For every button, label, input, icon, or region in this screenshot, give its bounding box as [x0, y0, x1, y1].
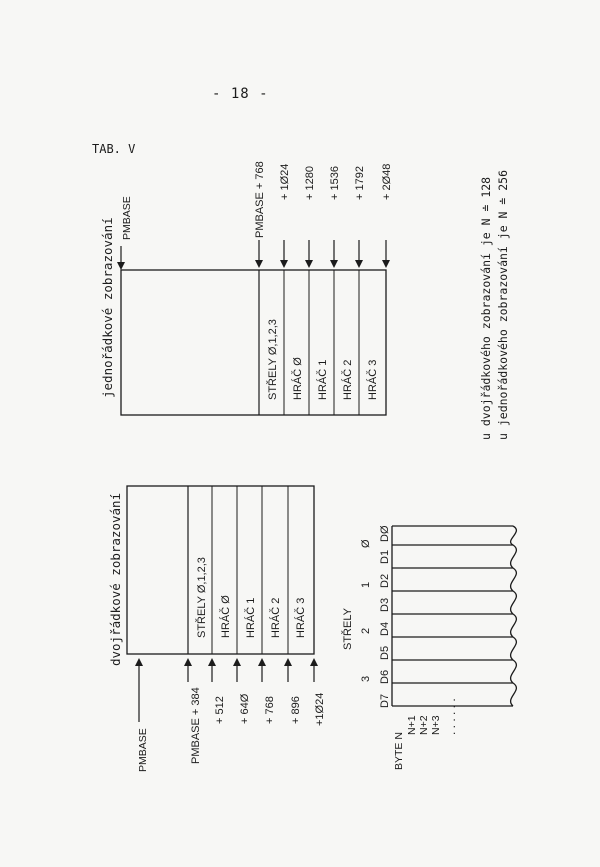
- bit-label-d5: D5: [379, 645, 391, 660]
- missile-number-3: 3: [360, 675, 372, 682]
- single-line-offset-5: + 2Ø48: [381, 163, 393, 200]
- offset-arrow-icon: [258, 658, 266, 666]
- single-line-section-4: HRÁČ 3: [367, 359, 379, 400]
- single-line-section-2: HRÁČ 1: [317, 359, 329, 400]
- double-line-section-0: STŘELY Ø,1,2,3: [196, 557, 208, 638]
- bit-label-d4: D4: [379, 621, 391, 636]
- missile-number-0: Ø: [360, 539, 372, 548]
- double-line-section-2: HRÁČ 1: [245, 597, 257, 638]
- missile-title: STŘELY: [342, 608, 354, 650]
- offset-arrow-icon: [233, 658, 241, 666]
- byte-row-n1: N+1: [406, 715, 418, 735]
- offset-arrow-icon: [184, 658, 192, 666]
- double-line-base-label: PMBASE: [137, 728, 149, 772]
- offset-arrow-icon: [382, 260, 390, 268]
- single-line-offset-2: + 1280: [304, 166, 316, 200]
- missile-number-2: 2: [360, 627, 372, 634]
- bit-label-d7: D7: [379, 693, 391, 708]
- single-line-offset-0: PMBASE + 768: [254, 161, 266, 238]
- byte-label: BYTE N: [393, 732, 405, 770]
- single-line-section-0: STŘELY Ø,1,2,3: [267, 319, 279, 400]
- single-line-base-label: PMBASE: [121, 196, 133, 240]
- table-label: TAB. V: [92, 142, 136, 156]
- double-line-section-1: HRÁČ Ø: [220, 595, 232, 638]
- bit-label-d0: DØ: [379, 525, 391, 542]
- offset-arrow-icon: [355, 260, 363, 268]
- single-line-section-3: HRÁČ 2: [342, 359, 354, 400]
- base-arrow-icon: [135, 658, 143, 666]
- double-line-title: dvojřádkové zobrazování: [108, 492, 123, 666]
- base-arrow-icon: [117, 262, 125, 270]
- page-number: - 18 -: [212, 86, 269, 102]
- single-line-map: [100, 161, 393, 415]
- offset-arrow-icon: [330, 260, 338, 268]
- byte-row-n2: N+2: [418, 715, 430, 735]
- double-line-section-4: HRÁČ 3: [295, 597, 307, 638]
- double-line-offset-5: +1Ø24: [314, 692, 326, 726]
- double-line-offset-0: PMBASE + 384: [190, 687, 202, 764]
- double-line-offset-1: + 512: [214, 696, 226, 724]
- bit-label-d3: D3: [379, 597, 391, 612]
- single-line-title: jednořádkové zobrazování: [100, 217, 115, 398]
- missile-byte-diagram: [341, 525, 516, 770]
- single-line-offset-4: + 1792: [354, 166, 366, 200]
- offset-arrow-icon: [284, 658, 292, 666]
- offset-arrow-icon: [255, 260, 263, 268]
- double-line-offset-4: + 896: [290, 696, 302, 724]
- byte-row-n3: N+3: [430, 715, 442, 735]
- offset-arrow-icon: [310, 658, 318, 666]
- double-line-offset-3: + 768: [264, 696, 276, 724]
- double-line-section-3: HRÁČ 2: [270, 597, 282, 638]
- bit-label-d6: D6: [379, 669, 391, 684]
- note-double-line: u dvojřádkového zobrazování je N ≐ 128: [479, 176, 493, 440]
- offset-arrow-icon: [208, 658, 216, 666]
- double-line-map: [108, 486, 326, 772]
- missile-number-1: 1: [360, 581, 372, 588]
- bit-label-d1: D1: [379, 549, 391, 564]
- single-line-offset-3: + 1536: [329, 166, 341, 200]
- single-line-section-1: HRÁČ Ø: [292, 357, 304, 400]
- bit-label-d2: D2: [379, 573, 391, 588]
- offset-arrow-icon: [305, 260, 313, 268]
- single-line-offset-1: + 1Ø24: [279, 163, 291, 200]
- byte-row-ellipsis: . . . . . .: [444, 698, 458, 735]
- offset-arrow-icon: [280, 260, 288, 268]
- double-line-offset-2: + 64Ø: [239, 693, 251, 724]
- note-single-line: u jednořádkového zobrazování je N ≐ 256: [496, 169, 510, 440]
